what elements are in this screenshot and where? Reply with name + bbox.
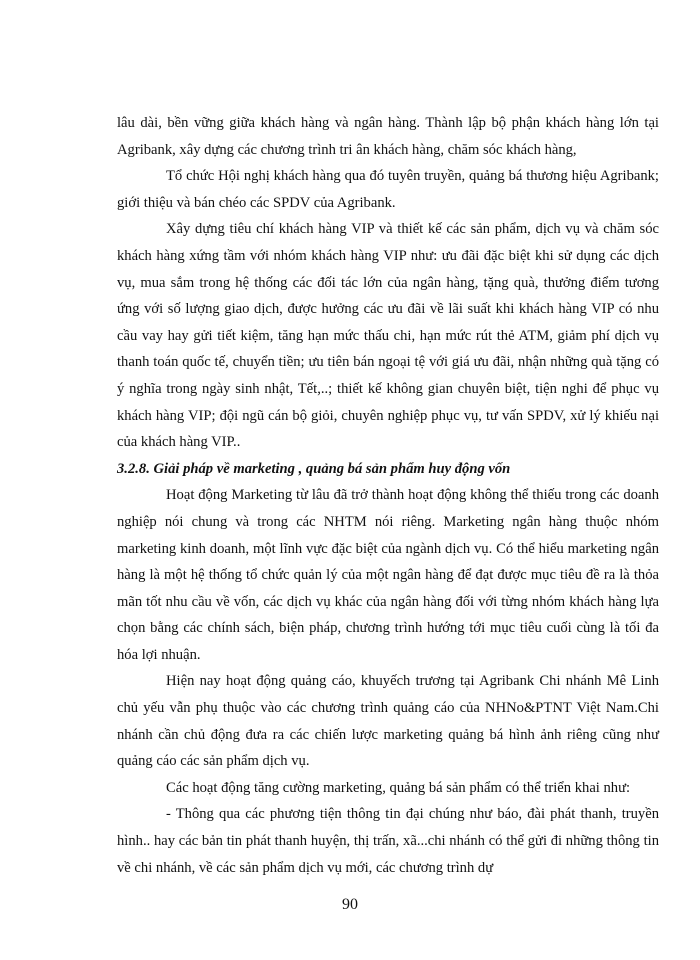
page-number: 90 [342, 896, 358, 913]
paragraph-continuation: lâu dài, bền vững giữa khách hàng và ngân hàng. Thành lập bộ phận khách hàng lớn tại Agribank, xây dựng các chương trình tri ân khách hàng, chăm sóc khách hàng, [117, 115, 659, 158]
paragraph-customer-conference: Tổ chức Hội nghị khách hàng qua đó tuyên truyền, quảng bá thương hiệu Agribank; giới thiệu và bán chéo các SPDV của Agribank. [117, 168, 659, 211]
section-heading-3-2-8: 3.2.8. Giải pháp về marketing , quảng bá sản phẩm huy động vốn [117, 460, 511, 477]
paragraph-vip-criteria: Xây dựng tiêu chí khách hàng VIP và thiết kế các sản phẩm, dịch vụ và chăm sóc khách hàng xứng tầm với nhóm khách hàng VIP như: ưu đãi đặc biệt khi sử dụng các dịch vụ, mua sắm trong hệ thống các đối tác lớn của ngân hàng, tặng quà, thưởng điểm tương ứng với số lượng giao dịch, được hưởng các ưu đãi về lãi suất khi khách hàng VIP có nhu cầu vay hay gửi tiết kiệm, tăng hạn mức thấu chi, hạn mức rút thẻ ATM, giảm phí dịch vụ thanh toán quốc tế, chuyển tiền; ưu tiên bán ngoại tệ với giá ưu đãi, nhận những quà tặng có ý nghĩa trong ngày sinh nhật, Tết,..; thiết kế không gian chuyên biệt, tiện nghi để phục vụ khách hàng VIP; đội ngũ cán bộ giỏi, chuyên nghiệp phục vụ, tư vấn SPDV, xử lý khiếu nại của khách hàng VIP.. [117, 221, 659, 451]
paragraph-current-advertising: Hiện nay hoạt động quảng cáo, khuyếch trương tại Agribank Chi nhánh Mê Linh chủ yếu vẫn phụ thuộc vào các chương trình quảng cáo của NHNo&PTNT Việt Nam.Chi nhánh cần chủ động đưa ra các chiến lược marketing quảng bá hình ảnh riêng cũng như quảng cáo các sản phẩm dịch vụ. [117, 673, 659, 770]
paragraph-marketing-definition: Hoạt động Marketing từ lâu đã trở thành hoạt động không thể thiếu trong các doanh nghiệp nói chung và trong các NHTM nói riêng. Marketing ngân hàng thuộc nhóm marketing kinh doanh, một lĩnh vực đặc biệt của ngành dịch vụ. Có thể hiểu marketing ngân hàng là một hệ thống tổ chức quản lý của một ngân hàng để đạt được mục tiêu đề ra là thỏa mãn tốt nhu cầu về vốn, các dịch vụ khác của ngân hàng đối với từng nhóm khách hàng lựa chọn bằng các chính sách, biện pháp, chương trình hướng tới mục tiêu cuối cùng là tối đa hóa lợi nhuận. [117, 487, 659, 663]
paragraph-activities-intro: Các hoạt động tăng cường marketing, quảng bá sản phẩm có thể triển khai như: [166, 779, 631, 796]
paragraph-mass-media: - Thông qua các phương tiện thông tin đại chúng như báo, đài phát thanh, truyền hình.. hay các bản tin phát thanh huyện, thị trấn, xã...chi nhánh có thể gửi đi những thông tin về chi nhánh, về các sản phẩm dịch vụ mới, các chương trình dự [117, 806, 659, 876]
page-body [117, 110, 659, 881]
